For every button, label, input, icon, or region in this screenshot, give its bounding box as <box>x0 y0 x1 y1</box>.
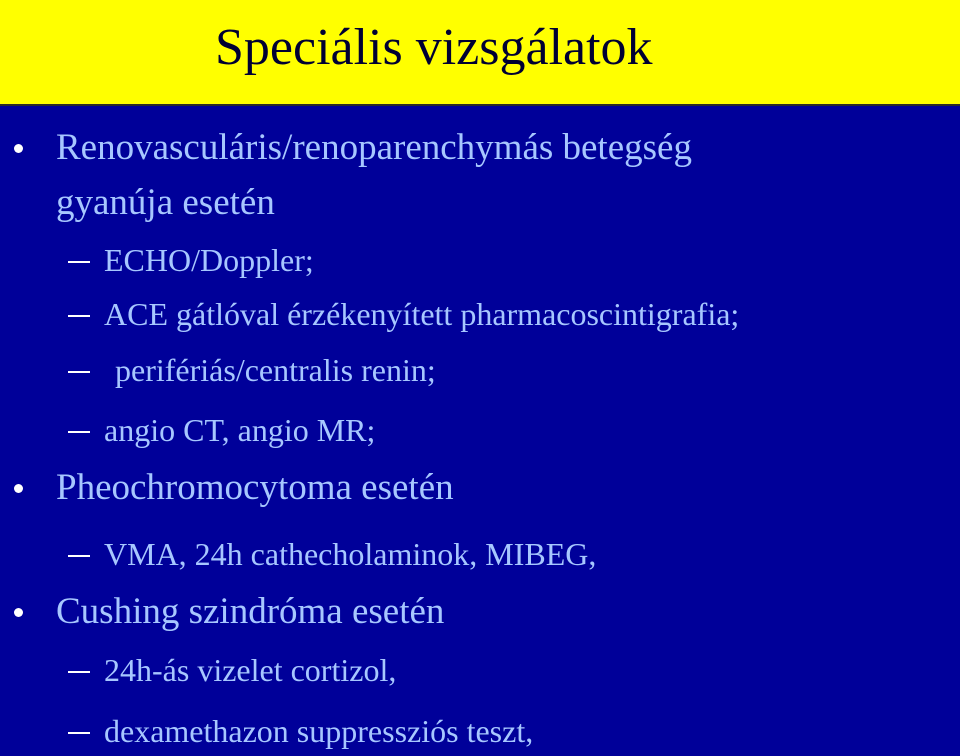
bullet-text: Pheochromocytoma esetén <box>56 467 454 508</box>
bullet-item-continuation <box>0 181 960 225</box>
dash-icon <box>68 732 90 734</box>
dash-icon <box>68 315 90 317</box>
bullet-text: gyanúja esetén <box>56 182 275 223</box>
dash-icon <box>68 371 90 373</box>
dash-icon <box>68 555 90 557</box>
sub-item <box>0 535 960 573</box>
bullet-icon <box>14 608 23 617</box>
bullet-text: Renovasculáris/renoparenchymás betegség <box>56 127 692 168</box>
bullet-item <box>0 126 960 170</box>
dash-icon <box>68 671 90 673</box>
sub-item-text: angio CT, angio MR; <box>104 412 376 448</box>
sub-item-text: ECHO/Doppler; <box>104 242 314 278</box>
slide-title: Speciális vizsgálatok <box>215 19 653 76</box>
bullet-item <box>0 590 960 634</box>
dash-icon <box>68 261 90 263</box>
dash-icon <box>68 431 90 433</box>
sub-item <box>0 241 960 279</box>
sub-item-text: dexamethazon suppressziós teszt, <box>104 713 534 749</box>
sub-item-text: 24h-ás vizelet cortizol, <box>104 652 397 688</box>
sub-item-text: perifériás/centralis renin; <box>115 352 436 388</box>
sub-item-text: ACE gátlóval érzékenyített pharmacoscintigrafia; <box>104 296 740 332</box>
sub-item <box>0 651 960 689</box>
sub-item <box>0 351 960 389</box>
bullet-item <box>0 466 960 510</box>
sub-item <box>0 295 960 333</box>
sub-item <box>0 712 960 750</box>
title-bar <box>0 0 960 106</box>
sub-item-text: VMA, 24h cathecholaminok, MIBEG, <box>104 536 597 572</box>
bullet-icon <box>14 144 23 153</box>
bullet-text: Cushing szindróma esetén <box>56 591 445 632</box>
sub-item <box>0 411 960 449</box>
bullet-icon <box>14 484 23 493</box>
